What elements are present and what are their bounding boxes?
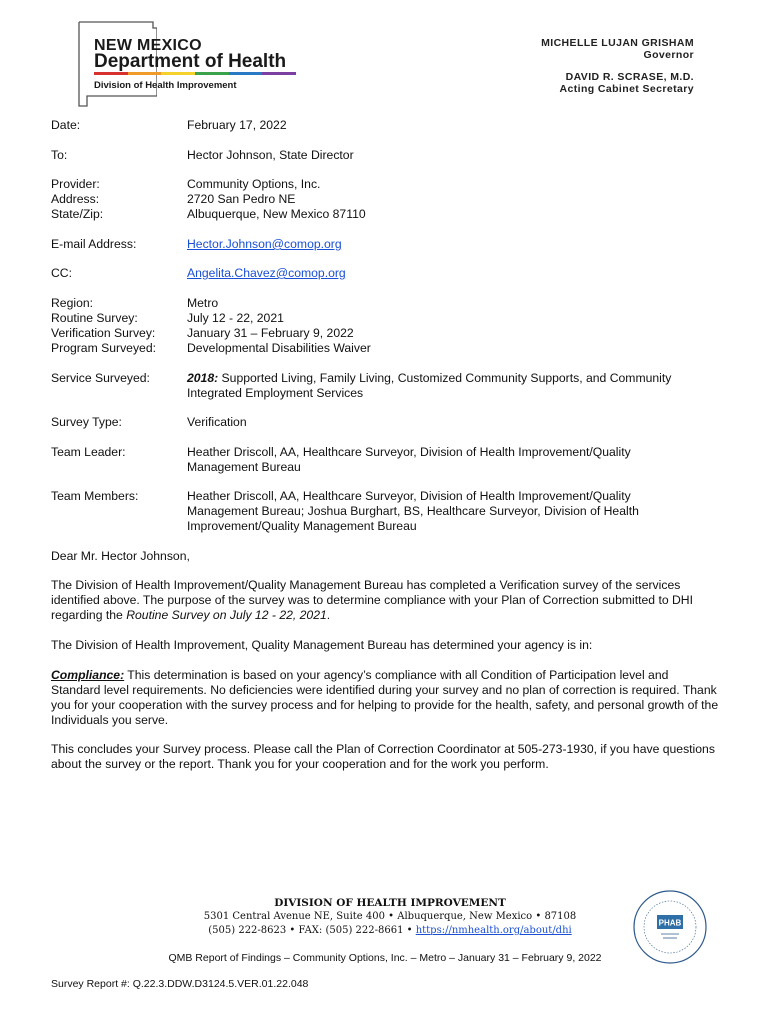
secretary-name: DAVID R. SCRASE, M.D.: [565, 71, 694, 83]
survey-report-number: Survey Report #: Q.22.3.DDW.D3124.5.VER.01.22.048: [51, 978, 309, 990]
service-year: 2018:: [187, 371, 219, 385]
address-label: Address:: [51, 192, 100, 206]
team-leader-label: Team Leader:: [51, 445, 126, 459]
routine-survey-value: July 12 - 22, 2021: [187, 311, 284, 325]
routine-survey-label: Routine Survey:: [51, 311, 138, 325]
service-list: Supported Living, Family Living, Customized Community Supports, and Community Integrated Employment Services: [187, 371, 672, 400]
logo-bar-segment: [94, 72, 128, 75]
logo-color-bar: [94, 72, 296, 75]
seal-text: PHAB: [658, 918, 682, 928]
statezip-value: Albuquerque, New Mexico 87110: [187, 207, 366, 221]
email-link[interactable]: Hector.Johnson@comop.org: [187, 237, 342, 251]
footer-address-block: [180, 896, 600, 938]
compliance-label: Compliance:: [51, 668, 125, 682]
region-value: Metro: [187, 296, 219, 310]
survey-type-value: Verification: [187, 415, 247, 429]
report-footer-line: QMB Report of Findings – Community Options, Inc. – Metro – January 31 – February 9, 2022: [168, 952, 602, 964]
paragraph-compliance: [51, 668, 719, 728]
program-surveyed-value: Developmental Disabilities Waiver: [187, 341, 371, 355]
footer-url-link[interactable]: https://nmhealth.org/about/dhi: [415, 925, 572, 936]
governor-name: MICHELLE LUJAN GRISHAM: [541, 37, 694, 49]
footer-division: DIVISION OF HEALTH IMPROVEMENT: [274, 897, 506, 909]
provider-value: Community Options, Inc.: [187, 177, 321, 191]
salutation: Dear Mr. Hector Johnson,: [51, 549, 190, 563]
statezip-label: State/Zip:: [51, 207, 104, 221]
service-surveyed-label: Service Surveyed:: [51, 371, 150, 385]
footer-contact: [180, 924, 600, 938]
logo-bar-segment: [195, 72, 229, 75]
p1-text: The Division of Health Improvement/Quality Management Bureau has completed a Verification survey of the services identified above. The purpose of the survey was to determine compliance with your Plan of Correction submitted to DHI regarding the: [51, 578, 693, 622]
compliance-text: This determination is based on your agency’s compliance with all Condition of Participation level and Standard level requirements. No deficiencies were identified during your survey and no plan of correction is required. Thank you for your cooperation with the survey process and for helping to provide for the health, safety, and personal growth of the Individuals you serve.: [51, 668, 719, 727]
logo-bar-segment: [128, 72, 162, 75]
logo-title-nm: NEW MEXICO: [94, 37, 202, 54]
verification-survey-value: January 31 – February 9, 2022: [187, 326, 354, 340]
date-label: Date:: [51, 118, 81, 132]
logo-title-doh: Department of Health: [94, 51, 287, 72]
address-value: 2720 San Pedro NE: [187, 192, 296, 206]
p1-end: .: [326, 608, 331, 622]
email-label: E-mail Address:: [51, 237, 137, 251]
provider-label: Provider:: [51, 177, 100, 191]
date-value: February 17, 2022: [187, 118, 287, 132]
to-label: To:: [51, 148, 68, 162]
paragraph-conclusion: This concludes your Survey process. Please call the Plan of Correction Coordinator at 505-273-1930, if you have questions about the survey or the report. Thank you for your cooperation and for the work you perform.: [51, 742, 715, 771]
program-surveyed-label: Program Surveyed:: [51, 341, 156, 355]
team-members-value: Heather Driscoll, AA, Healthcare Surveyor, Division of Health Improvement/Quality Management Bureau; Joshua Burghart, BS, Healthcare Surveyor, Division of Health Improvement/Quality Management Bureau: [187, 489, 639, 533]
paragraph-determination: The Division of Health Improvement, Quality Management Bureau has determined your agency is in:: [51, 638, 593, 652]
region-label: Region:: [51, 296, 94, 310]
logo-bar-segment: [262, 72, 296, 75]
team-leader-value: Heather Driscoll, AA, Healthcare Surveyor, Division of Health Improvement/Quality Management Bureau: [187, 445, 631, 474]
logo-subtitle: Division of Health Improvement: [94, 80, 237, 91]
team-members-label: Team Members:: [51, 489, 139, 503]
to-value: Hector Johnson, State Director: [187, 148, 354, 162]
survey-type-label: Survey Type:: [51, 415, 122, 429]
footer-address: 5301 Central Avenue NE, Suite 400 • Albuquerque, New Mexico • 87108: [203, 911, 577, 922]
governor-title: Governor: [643, 49, 694, 61]
logo-bar-segment: [161, 72, 195, 75]
footer-phone: (505) 222-8623 • FAX: (505) 222-8661 •: [208, 925, 416, 936]
logo-bar-segment: [229, 72, 263, 75]
cc-email-link[interactable]: Angelita.Chavez@comop.org: [187, 266, 346, 280]
verification-survey-label: Verification Survey:: [51, 326, 156, 340]
secretary-title: Acting Cabinet Secretary: [559, 83, 694, 95]
paragraph-survey-completed: [51, 578, 719, 623]
cc-label: CC:: [51, 266, 72, 280]
service-surveyed-value: [187, 371, 692, 401]
p1-routine-survey: Routine Survey on July 12 - 22, 2021: [126, 608, 327, 622]
